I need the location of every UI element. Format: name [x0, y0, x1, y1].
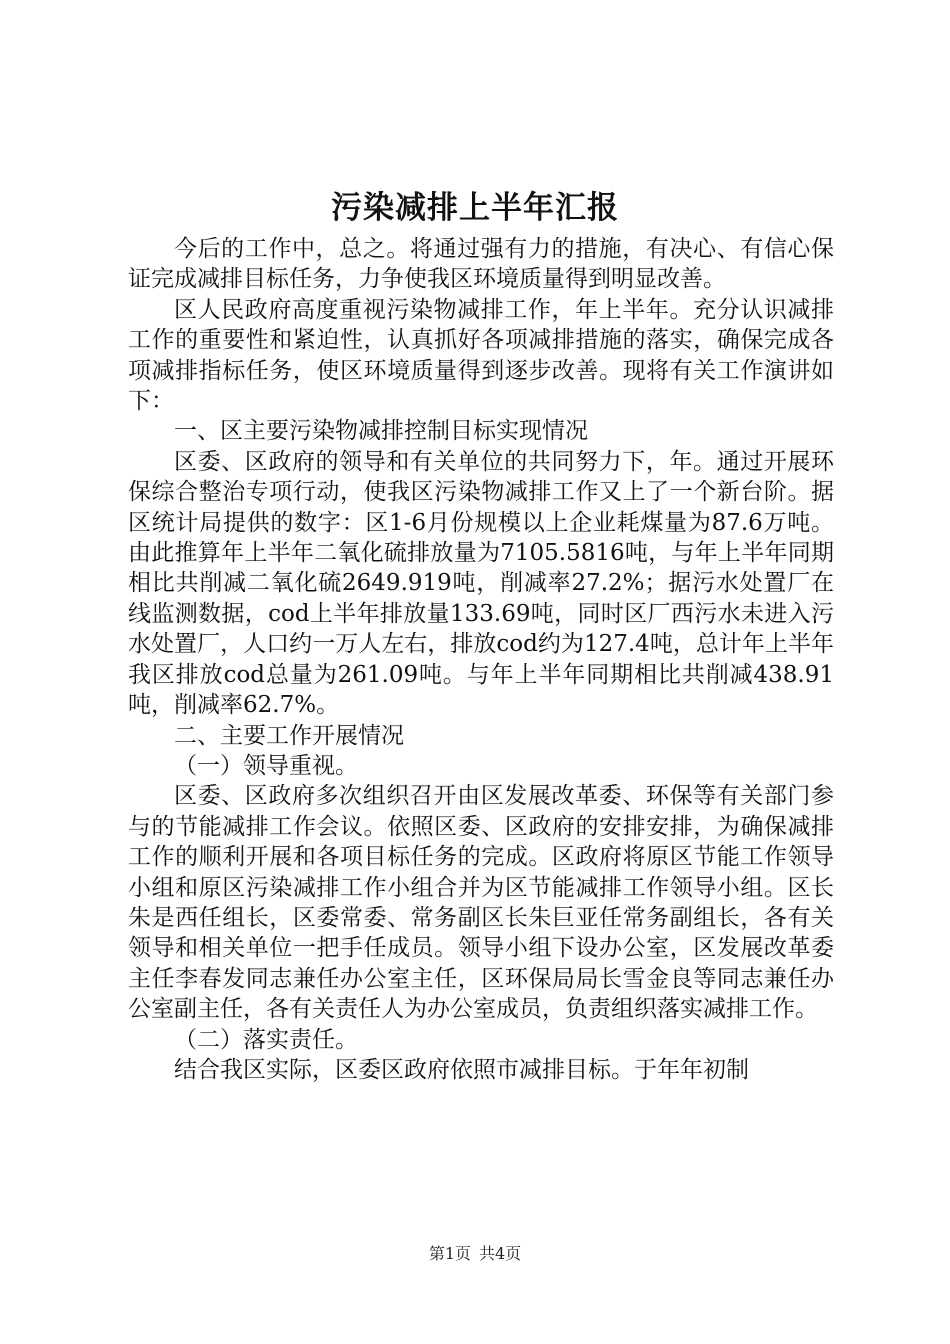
section-heading: 一、区主要污染物减排控制目标实现情况 [174, 418, 588, 445]
paragraph: 结合我区实际，区委区政府依照市减排目标。于年年初制 [174, 1056, 749, 1083]
document-body [128, 234, 834, 1085]
subsection-heading: （一）领导重视。 [174, 752, 358, 779]
page-footer [0, 1243, 950, 1265]
subsection-heading: （二）落实责任。 [174, 1026, 358, 1053]
page-total: 共4页 [479, 1244, 522, 1263]
paragraph: 今后的工作中，总之。将通过强有力的措施，有决心、有信心保证完成减排目标任务，力争使我区环境质量得到明显改善。 [128, 236, 834, 293]
paragraph: 区委、区政府多次组织召开由区发展改革委、环保等有关部门参与的节能减排工作会议。依照区委、区政府的安排安排，为确保减排工作的顺利开展和各项目标任务的完成。区政府将原区节能工作领导小组和原区污染减排工作小组合并为区节能减排工作领导小组。区长朱是西任组长，区委常委、常务副区长朱巨亚任常务副组长，各有关领导和相关单位一把手任成员。领导小组下设办公室，区发展改革委主任李春发同志兼任办公室主任，区环保局局长雪金良等同志兼任办公室副主任，各有关责任人为办公室成员，负责组织落实减排工作。 [128, 783, 834, 1023]
section-heading: 二、主要工作开展情况 [174, 722, 404, 749]
paragraph: 区委、区政府的领导和有关单位的共同努力下，年。通过开展环保综合整治专项行动，使我区污染物减排工作又上了一个新台阶。据区统计局提供的数字：区1-6月份规模以上企业耗煤量为87.6万吨。由此推算年上半年二氧化硫排放量为7105.5816吨，与年上半年同期相比共削减二氧化硫2649.919吨，削减率27.2%；据污水处置厂在线监测数据，cod上半年排放量133.69吨，同时区厂西污水未进入污水处置厂，人口约一万人左右，排放cod约为127.4吨，总计年上半年我区排放cod总量为261.09吨。与年上半年同期相比共削减438.91吨，削减率62.7%。 [128, 448, 834, 719]
page-number: 第1页 [428, 1244, 471, 1263]
paragraph: 区人民政府高度重视污染物减排工作，年上半年。充分认识减排工作的重要性和紧迫性，认真抓好各项减排措施的落实，确保完成各项减排指标任务，使区环境质量得到逐步改善。现将有关工作演讲如下： [128, 296, 834, 415]
document-title: 污染减排上半年汇报 [331, 190, 619, 226]
